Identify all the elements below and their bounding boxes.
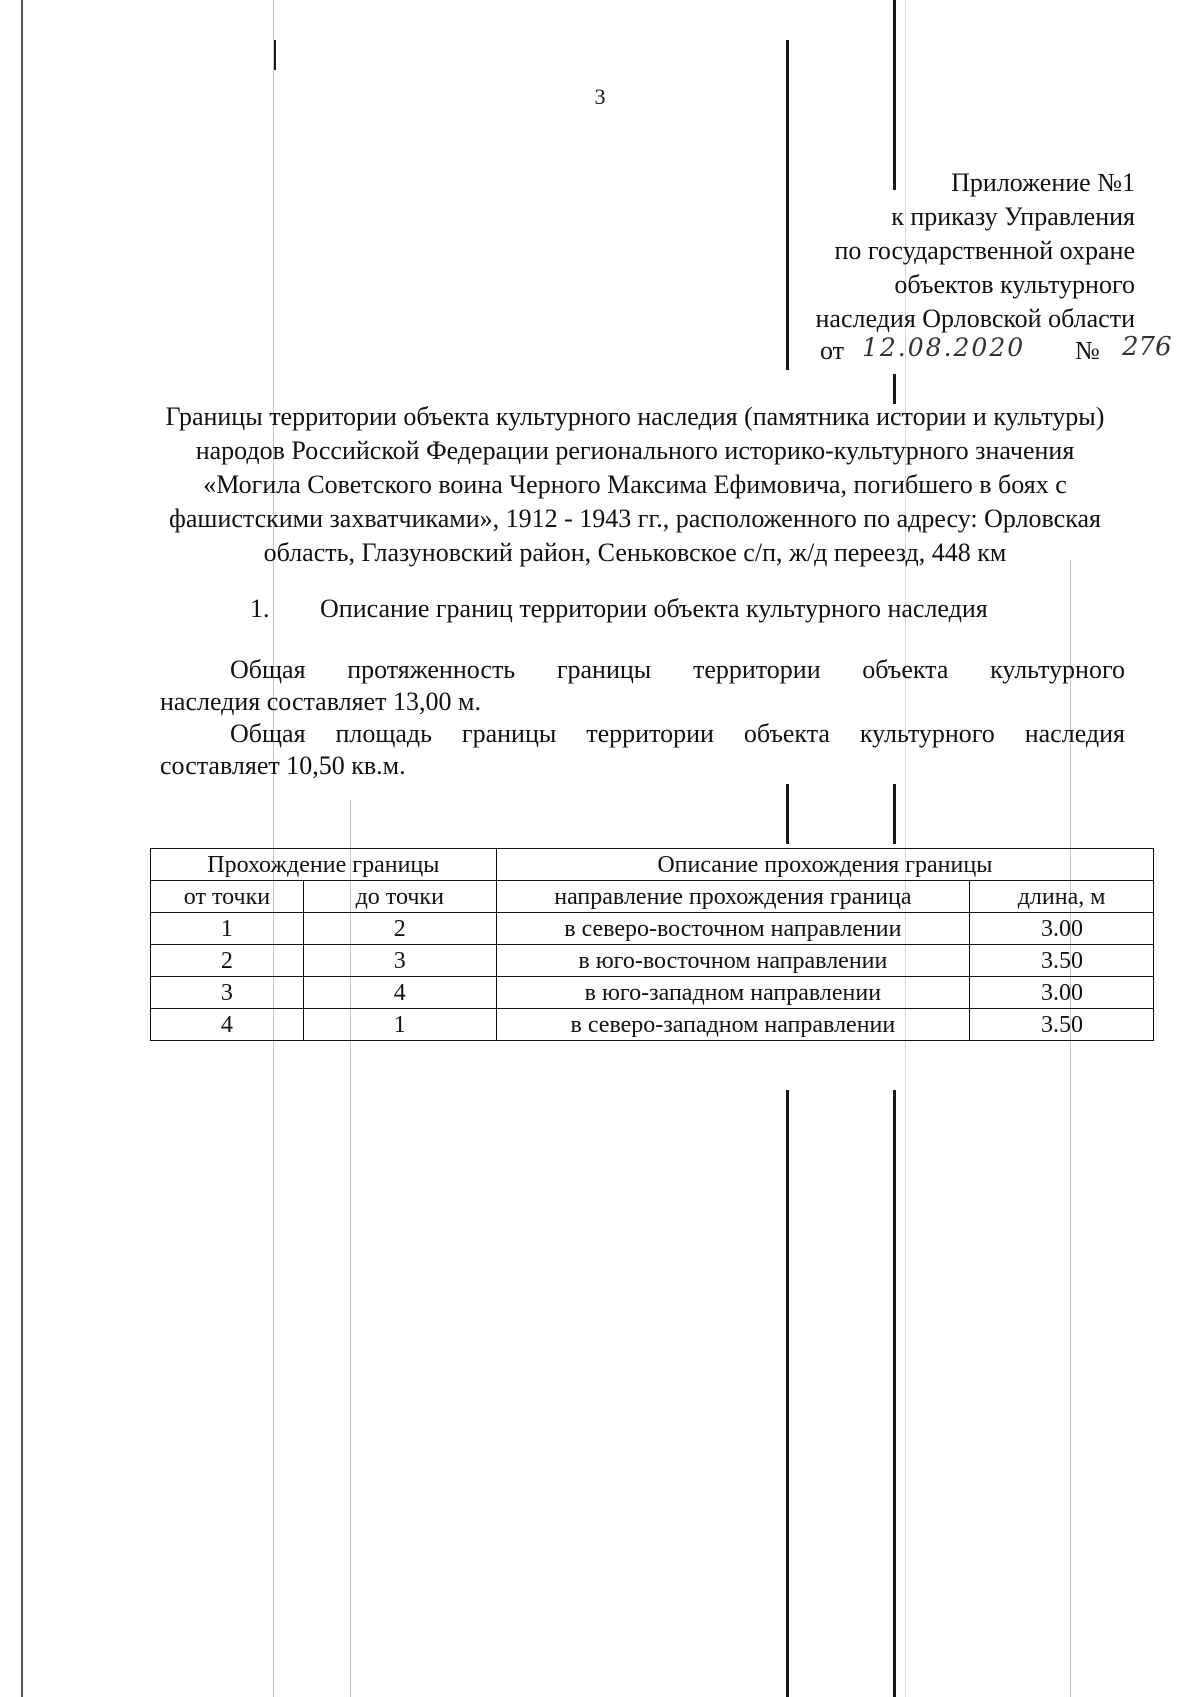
paragraph-line: составляет 10,50 кв.м. <box>160 751 406 780</box>
appendix-line: по государственной охране <box>834 236 1135 265</box>
appendix-line: объектов культурного <box>894 270 1135 299</box>
table-cell: 3.50 <box>970 1009 1154 1041</box>
from-label: от <box>820 336 845 365</box>
scan-streak <box>786 784 789 844</box>
scan-streak <box>786 1090 789 1697</box>
appendix-line: Приложение №1 <box>951 168 1135 197</box>
paragraph-line: Общая протяженность границы территории объекта культурного <box>230 655 1125 684</box>
table-cell: 3.00 <box>970 913 1154 945</box>
appendix-line: наследия Орловской области <box>815 304 1135 333</box>
table-cell: 4 <box>151 1009 304 1041</box>
table-cell: 3.00 <box>970 977 1154 1009</box>
table-cell: в юго-восточном направлении <box>496 945 969 977</box>
table-cell: 2 <box>151 945 304 977</box>
table-row <box>151 913 1154 945</box>
table-group-header: Прохождение границы <box>151 849 497 881</box>
table-cell: 2 <box>303 913 496 945</box>
scan-streak <box>893 784 896 844</box>
boundary-table <box>150 848 1154 1041</box>
table-group-header: Описание прохождения границы <box>496 849 1153 881</box>
table-column-header: направление прохождения граница <box>496 881 969 913</box>
table-cell: 3 <box>151 977 304 1009</box>
table-column-header: длина, м <box>970 881 1154 913</box>
table-group-header-row <box>151 849 1154 881</box>
area-paragraph <box>160 718 1125 782</box>
handwritten-number: 276 <box>1122 332 1172 362</box>
table-cell: в юго-западном направлении <box>496 977 969 1009</box>
section-title: Описание границ территории объекта культурного наследия <box>320 594 988 623</box>
paragraph-line: наследия составляет 13,00 м. <box>160 687 481 716</box>
page-number: 3 <box>594 84 606 109</box>
appendix-header <box>816 166 1135 336</box>
table-header-row <box>151 881 1154 913</box>
appendix-line: к приказу Управления <box>891 202 1135 231</box>
table-column-header: от точки <box>151 881 304 913</box>
length-paragraph <box>160 654 1125 718</box>
table-column-header: до точки <box>303 881 496 913</box>
table-cell: 3 <box>303 945 496 977</box>
order-date-number <box>820 334 1170 368</box>
table-cell: 1 <box>151 913 304 945</box>
handwritten-date: 12.08.2020 <box>862 333 1026 362</box>
section-number: 1. <box>250 594 270 623</box>
table-cell: в северо-западном направлении <box>496 1009 969 1041</box>
table-cell: 3.50 <box>970 945 1154 977</box>
table-cell: 4 <box>303 977 496 1009</box>
scan-streak <box>893 1090 896 1697</box>
document-title: Границы территории объекта культурного наследия (памятника истории и культуры) народов Российской Федерации регионального историко-культурного значения «Могила Советского воина Черного Максима Ефимовича, погибшего в боях с фашистскими захватчиками», 1912 - 1943 гг., расположенного по адресу: Орловская область, Глазуновский район, Сеньковское с/п, ж/д переезд, 448 км <box>165 402 1105 567</box>
paragraph-line: Общая площадь границы территории объекта культурного наследия <box>230 719 1125 748</box>
table-cell: 1 <box>303 1009 496 1041</box>
table-row <box>151 945 1154 977</box>
scan-streak <box>21 0 23 1697</box>
table-row <box>151 977 1154 1009</box>
section-heading <box>250 592 988 626</box>
table-cell: в северо-восточном направлении <box>496 913 969 945</box>
number-label: № <box>1075 336 1100 365</box>
table-row <box>151 1009 1154 1041</box>
